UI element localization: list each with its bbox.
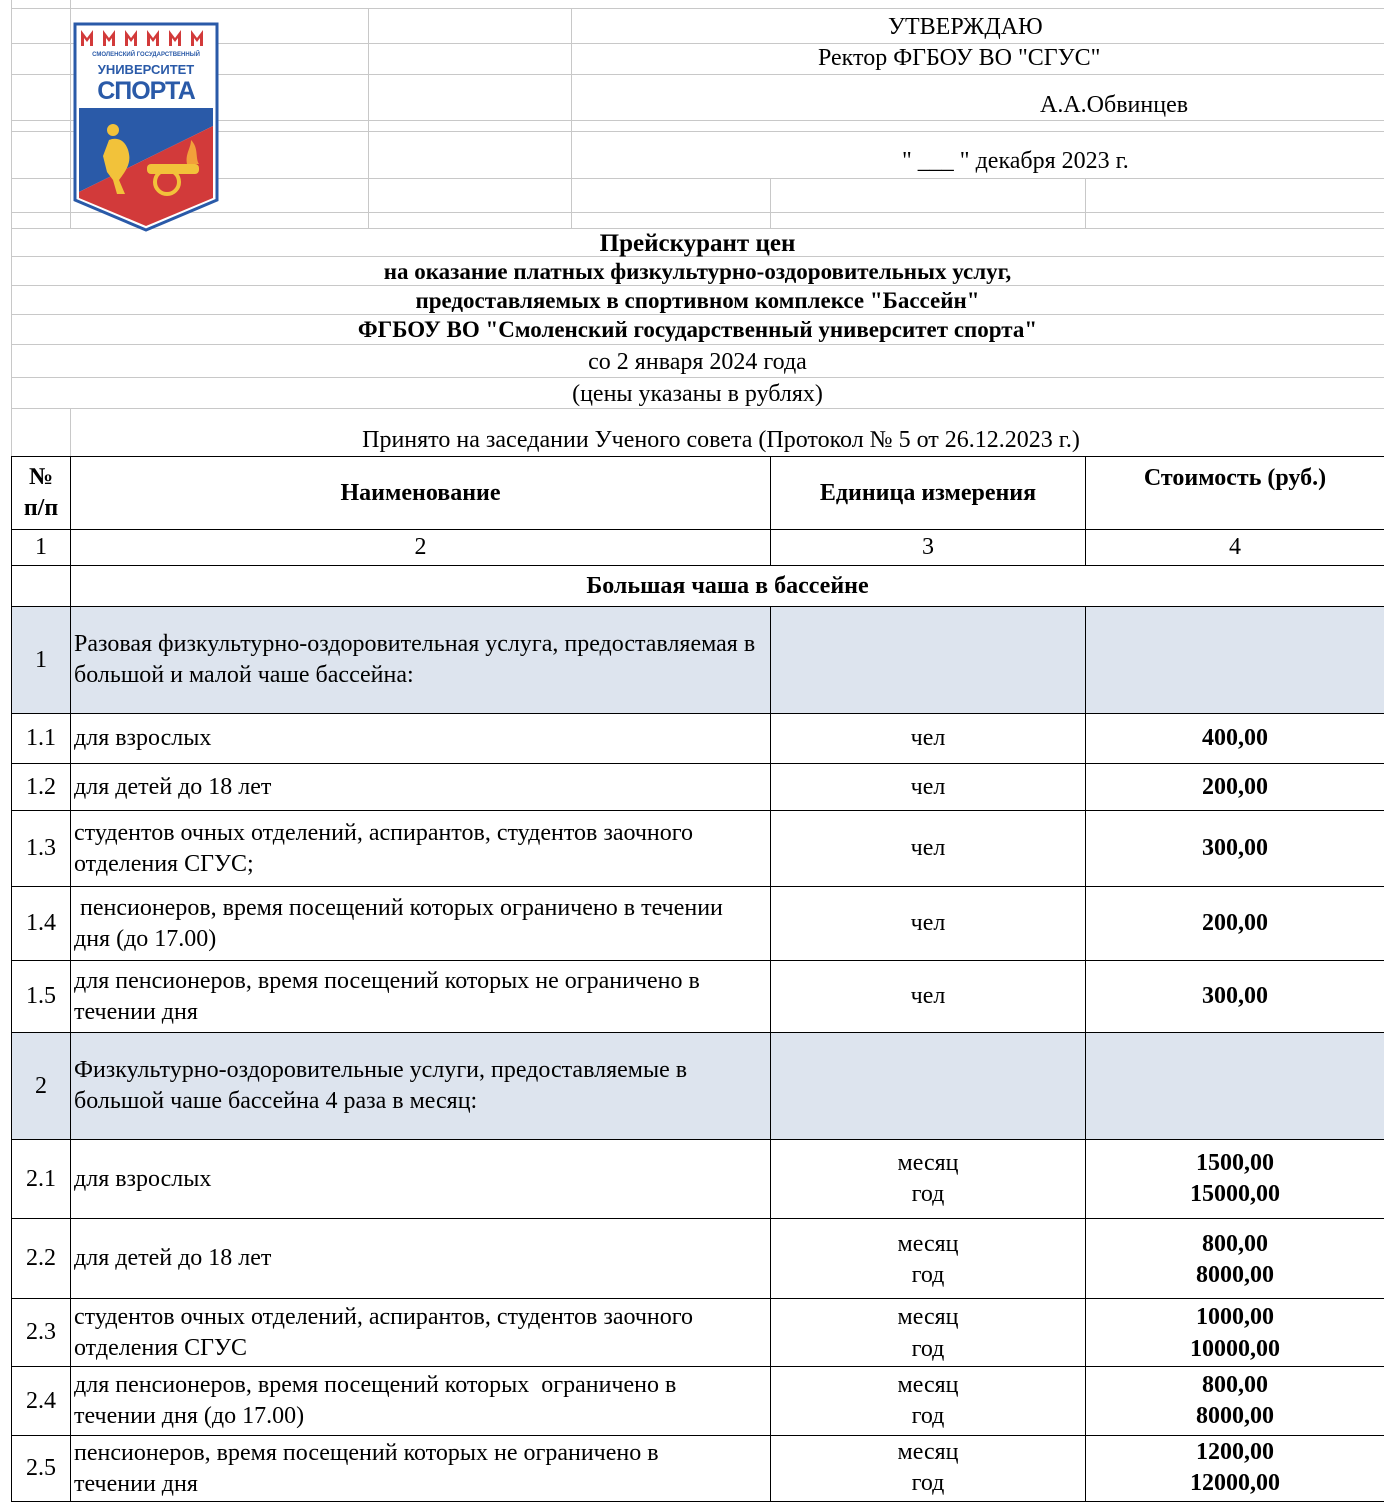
row-num: 1.5 bbox=[26, 983, 56, 1009]
doc-subtitle-2: предоставляемых в спортивном комплексе "Бассейн" bbox=[415, 288, 980, 313]
row-name: Физкультурно-оздоровительные услуги, предоставляемые в большой чаше бассейна 4 раза в месяц: bbox=[74, 1057, 688, 1114]
logo-line1: УНИВЕРСИТЕТ bbox=[97, 62, 195, 77]
rector-name: А.А.Обвинцев bbox=[1040, 92, 1189, 118]
row-unit: месяц bbox=[897, 1231, 959, 1257]
row-price: 800,00 bbox=[1202, 1231, 1268, 1257]
row-unit: месяц bbox=[897, 1304, 959, 1330]
row-price: 400,00 bbox=[1202, 725, 1268, 751]
row-num: 1 bbox=[35, 646, 47, 673]
row-unit-2: год bbox=[911, 1181, 945, 1207]
row-unit: чел bbox=[910, 725, 946, 751]
row-name: для пенсионеров, время посещений которых ограничено в течении дня (до 17.00) bbox=[74, 1372, 683, 1429]
council-note: Принято на заседании Ученого совета (Протокол № 5 от 26.12.2023 г.) bbox=[362, 427, 1080, 453]
effective-date: со 2 января 2024 года bbox=[588, 349, 807, 375]
row-num: 1.3 bbox=[26, 835, 56, 861]
row-num: 2.3 bbox=[26, 1319, 56, 1345]
header-num: № п/п bbox=[23, 464, 59, 521]
doc-subtitle-1: на оказание платных физкультурно-оздоровительных услуг, bbox=[383, 259, 1012, 284]
row-unit-2: год bbox=[911, 1403, 945, 1429]
col-number-1: 1 bbox=[35, 534, 47, 560]
row-price: 200,00 bbox=[1202, 910, 1268, 936]
row-num: 1.4 bbox=[26, 910, 56, 936]
row-name: пенсионеров, время посещений которых не ограничено в течении дня bbox=[74, 1439, 659, 1497]
row-price-2: 8000,00 bbox=[1196, 1403, 1274, 1429]
logo-small-text: СМОЛЕНСКИЙ ГОСУДАРСТВЕННЫЙ bbox=[92, 52, 200, 58]
row-price: 300,00 bbox=[1202, 983, 1268, 1009]
row-unit: месяц bbox=[897, 1439, 959, 1465]
header-price: Стоимость (руб.) bbox=[1143, 465, 1327, 491]
row-price: 1500,00 bbox=[1196, 1150, 1274, 1176]
row-price-2: 8000,00 bbox=[1196, 1262, 1274, 1288]
row-name: пенсионеров, время посещений которых ограничено в течении дня (до 17.00) bbox=[74, 894, 729, 952]
row-num: 2.2 bbox=[26, 1245, 56, 1271]
row-unit-2: год bbox=[911, 1262, 945, 1288]
row-unit: чел bbox=[910, 835, 946, 861]
row-price-2: 15000,00 bbox=[1190, 1181, 1280, 1207]
row-name: для взрослых bbox=[74, 725, 212, 751]
row-num: 1.2 bbox=[26, 773, 56, 800]
row-unit: чел bbox=[910, 983, 946, 1009]
row-num: 1.1 bbox=[26, 725, 56, 751]
row-price: 800,00 bbox=[1202, 1372, 1268, 1398]
row-unit: месяц bbox=[897, 1150, 959, 1176]
row-num: 2.5 bbox=[26, 1455, 56, 1481]
row-unit-2: год bbox=[911, 1336, 945, 1362]
row-price-2: 10000,00 bbox=[1190, 1336, 1280, 1362]
row-name: Разовая физкультурно-оздоровительная услуга, предоставляемая в большой и малой чаше бассейна: bbox=[74, 631, 756, 688]
university-logo bbox=[73, 22, 219, 234]
row-price-2: 12000,00 bbox=[1190, 1470, 1280, 1496]
currency-note: (цены указаны в рублях) bbox=[572, 381, 823, 407]
section-title: Большая чаша в бассейне bbox=[586, 572, 869, 599]
approval-date: " ___ " декабря 2023 г. bbox=[902, 148, 1129, 174]
header-unit: Единица измерения bbox=[819, 479, 1037, 506]
row-name: для детей до 18 лет bbox=[74, 773, 272, 800]
header-name: Наименование bbox=[340, 479, 501, 506]
row-price: 1200,00 bbox=[1196, 1439, 1274, 1465]
row-price: 300,00 bbox=[1202, 835, 1268, 861]
doc-subtitle-3: ФГБОУ ВО "Смоленский государственный университет спорта" bbox=[357, 317, 1038, 342]
rector-position: Ректор ФГБОУ ВО "СГУС" bbox=[818, 45, 1101, 71]
col-number-4: 4 bbox=[1229, 534, 1241, 560]
row-price: 200,00 bbox=[1202, 773, 1268, 800]
row-name: для взрослых bbox=[74, 1165, 212, 1192]
approve-label: УТВЕРЖДАЮ bbox=[888, 14, 1043, 40]
row-num: 2.4 bbox=[26, 1387, 56, 1414]
row-name: студентов очных отделений, аспирантов, студентов заочного отделения СГУС bbox=[74, 1303, 694, 1361]
row-name: для пенсионеров, время посещений которых не ограничено в течении дня bbox=[74, 967, 700, 1025]
row-unit-2: год bbox=[911, 1470, 945, 1496]
row-unit: чел bbox=[910, 910, 946, 936]
row-num: 2.1 bbox=[26, 1165, 56, 1192]
logo-line2: СПОРТА bbox=[97, 77, 195, 105]
row-name: для детей до 18 лет bbox=[74, 1245, 272, 1271]
row-name: студентов очных отделений, аспирантов, студентов заочного отделения СГУС; bbox=[74, 819, 694, 877]
row-unit: чел bbox=[910, 773, 946, 800]
row-price: 1000,00 bbox=[1196, 1304, 1274, 1330]
col-number-2: 2 bbox=[414, 534, 427, 560]
row-unit: месяц bbox=[897, 1372, 959, 1398]
row-num: 2 bbox=[35, 1072, 47, 1099]
col-number-3: 3 bbox=[922, 534, 934, 560]
doc-title: Прейскурант цен bbox=[599, 230, 796, 257]
